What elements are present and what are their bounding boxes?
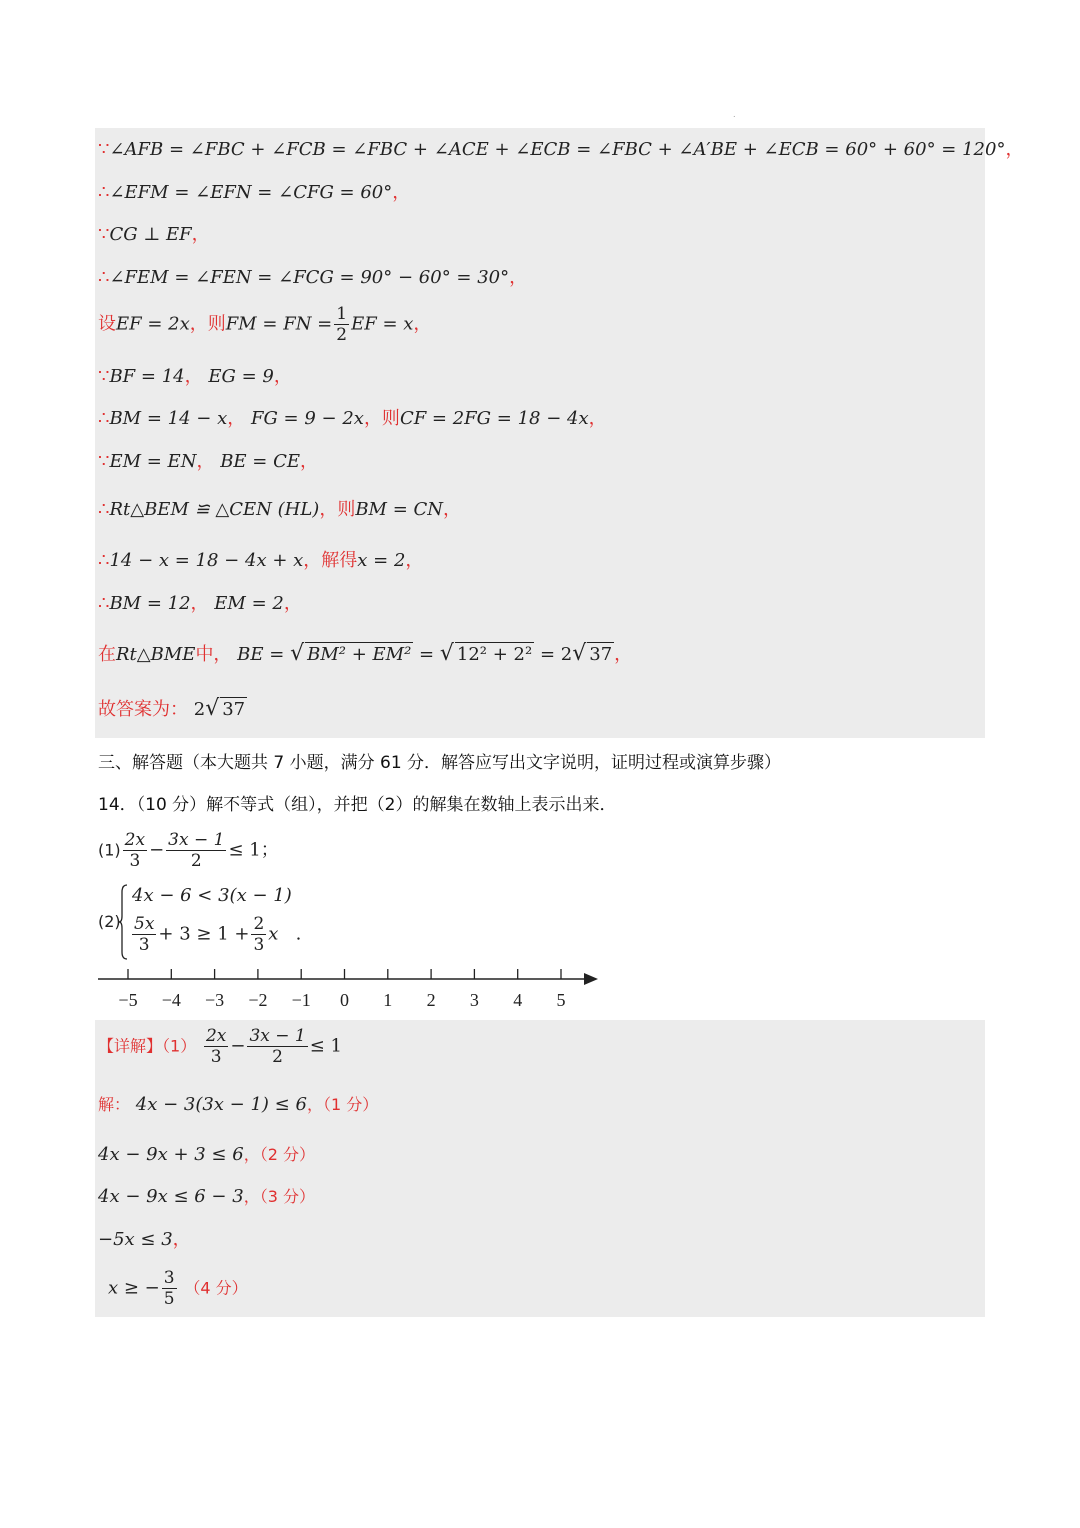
line-13-answer: 故答案为： 2√ 37 <box>98 696 246 721</box>
radical-sign: √ <box>572 641 587 666</box>
question-stem: 14．（10 分）解不等式（组），并把（2）的解集在数轴上表示出来． <box>98 795 617 815</box>
question-part-2-label: (2) <box>98 912 121 931</box>
number-line-tick-label: 4 <box>513 990 523 1010</box>
number-line-tick-label: −4 <box>161 990 181 1010</box>
radical-sign: √ <box>205 696 220 721</box>
line-10: ∴14 − x = 18 − 4x + x，解得x = 2， <box>98 550 424 571</box>
detail-step-3: 4x − 9x ≤ 6 − 3，（3 分） <box>98 1186 315 1207</box>
line-9: ∴Rt△BEM ≌ △CEN (HL)，则BM = CN， <box>98 499 462 520</box>
line-11: ∴BM = 12， EM = 2， <box>98 593 302 614</box>
question-part-1: (1) $\frac{2x}{3}$ − $\frac{3x - 1}{2}$ ≤ 1； <box>98 830 279 871</box>
radical-sign: √ <box>290 641 305 666</box>
line-4: ∴∠FEM = ∠FEN = ∠FCG = 90° − 60° = 30°， <box>98 267 528 288</box>
line-1: ∵∠AFB = ∠FBC + ∠FCB = ∠FBC + ∠ACE + ∠ECB = ∠FBC + ∠A′BE + ∠ECB = 60° + 60° = 120°， <box>98 139 1024 160</box>
system-brace <box>118 884 128 960</box>
fraction-one-half: $\frac{1}{2}$ <box>336 304 348 345</box>
line-12: 在Rt△BME中， BE = √ BM² + EM² = √ 12² + 2² = 2√ 37 ， <box>98 641 633 666</box>
number-line-tick-label: −2 <box>248 990 268 1010</box>
number-line-tick-label: −1 <box>291 990 311 1010</box>
section-title: 三、解答题（本大题共 7 小题，满分 61 分．解答应写出文字说明，证明过程或演算步骤） <box>98 753 782 773</box>
corner-mark: . <box>733 110 736 119</box>
line-7: ∴BM = 14 − x， FG = 9 − 2x，则CF = 2FG = 18 − 4x， <box>98 408 607 429</box>
number-line-tick-label: 0 <box>340 990 349 1010</box>
detail-step-2: 4x − 9x + 3 ≤ 6，（2 分） <box>98 1144 315 1165</box>
line-3: ∵CG ⊥ EF， <box>98 224 210 245</box>
line-8: ∵EM = EN， BE = CE， <box>98 451 318 472</box>
detail-head: 【详解】（1） $\frac{2x}{3}$ − $\frac{3x - 1}{2}$ ≤ 1 <box>98 1026 342 1067</box>
detail-step-5: x ≥ − $\frac{3}{5}$ （4 分） <box>108 1268 248 1309</box>
question-part-2-row-1: 4x − 6 < 3(x − 1) <box>132 885 292 906</box>
line-5: 设EF = 2x，则FM = FN = $\frac{1}{2}$ EF = x， <box>98 304 432 345</box>
number-line-tick-label: −3 <box>205 990 225 1010</box>
arrow-icon <box>584 973 598 985</box>
detail-step-1: 解： 4x − 3(3x − 1) ≤ 6，（1 分） <box>98 1094 379 1115</box>
line-2: ∴∠EFM = ∠EFN = ∠CFG = 60°， <box>98 182 411 203</box>
number-line-tick-label: 2 <box>426 990 436 1010</box>
question-part-2-row-2: $\frac{5x}{3}$ + 3 ≥ 1 + $\frac{2}{3}$ x . <box>134 914 302 955</box>
line-6: ∵BF = 14， EG = 9， <box>98 366 292 387</box>
number-line-tick-label: 3 <box>469 990 479 1010</box>
radical-sign: √ <box>439 641 454 666</box>
number-line-tick-label: 5 <box>556 990 566 1010</box>
number-line-tick-label: −5 <box>118 990 138 1010</box>
number-line-tick-label: 1 <box>383 990 393 1010</box>
detail-step-4: −5x ≤ 3， <box>98 1229 191 1250</box>
number-line <box>96 966 606 1016</box>
